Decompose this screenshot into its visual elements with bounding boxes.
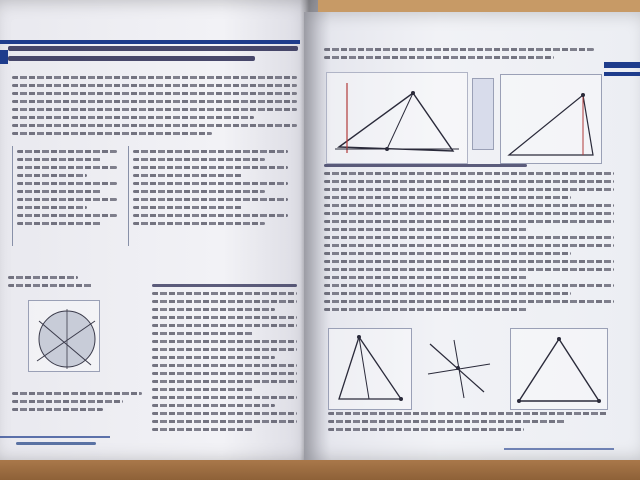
right-header-tab-2 — [604, 72, 640, 76]
left-body-paragraph-1 — [12, 76, 297, 140]
bottom-diagram-1 — [328, 328, 412, 410]
small-vertical-figure — [472, 78, 494, 150]
right-footer-rule — [504, 448, 614, 450]
right-body-paragraph-1 — [324, 164, 614, 316]
left-caption-lines — [8, 276, 108, 292]
left-page — [0, 0, 318, 462]
left-header-tab — [0, 50, 8, 64]
right-header-tab-1 — [604, 62, 640, 68]
left-body-paragraph-2 — [152, 284, 297, 436]
left-footer-text — [16, 442, 96, 450]
circle-diagram-drawing — [29, 301, 99, 371]
bottom-diagram-3 — [510, 328, 608, 410]
triangle-diagram-2 — [500, 74, 602, 164]
right-header-text — [324, 48, 594, 64]
bottom-diagram-2 — [424, 334, 494, 404]
left-reference-lines — [12, 392, 142, 416]
right-footer-text — [328, 412, 608, 436]
triangle-diagram-1 — [326, 72, 468, 164]
left-equation-block-a — [12, 146, 123, 246]
triangle-diagram-1-drawing — [327, 73, 467, 163]
bottom-diagram-1-drawing — [329, 329, 411, 409]
right-page — [304, 12, 640, 460]
triangle-diagram-2-drawing — [501, 75, 601, 163]
left-header-rule — [0, 40, 300, 44]
left-equation-block-b — [128, 146, 294, 246]
left-title-block — [8, 46, 298, 66]
bottom-diagram-3-drawing — [511, 329, 607, 409]
table-surface — [0, 460, 640, 480]
left-footer-rule — [0, 436, 110, 438]
bottom-diagram-2-drawing — [424, 334, 494, 404]
circle-geometry-diagram — [28, 300, 100, 372]
